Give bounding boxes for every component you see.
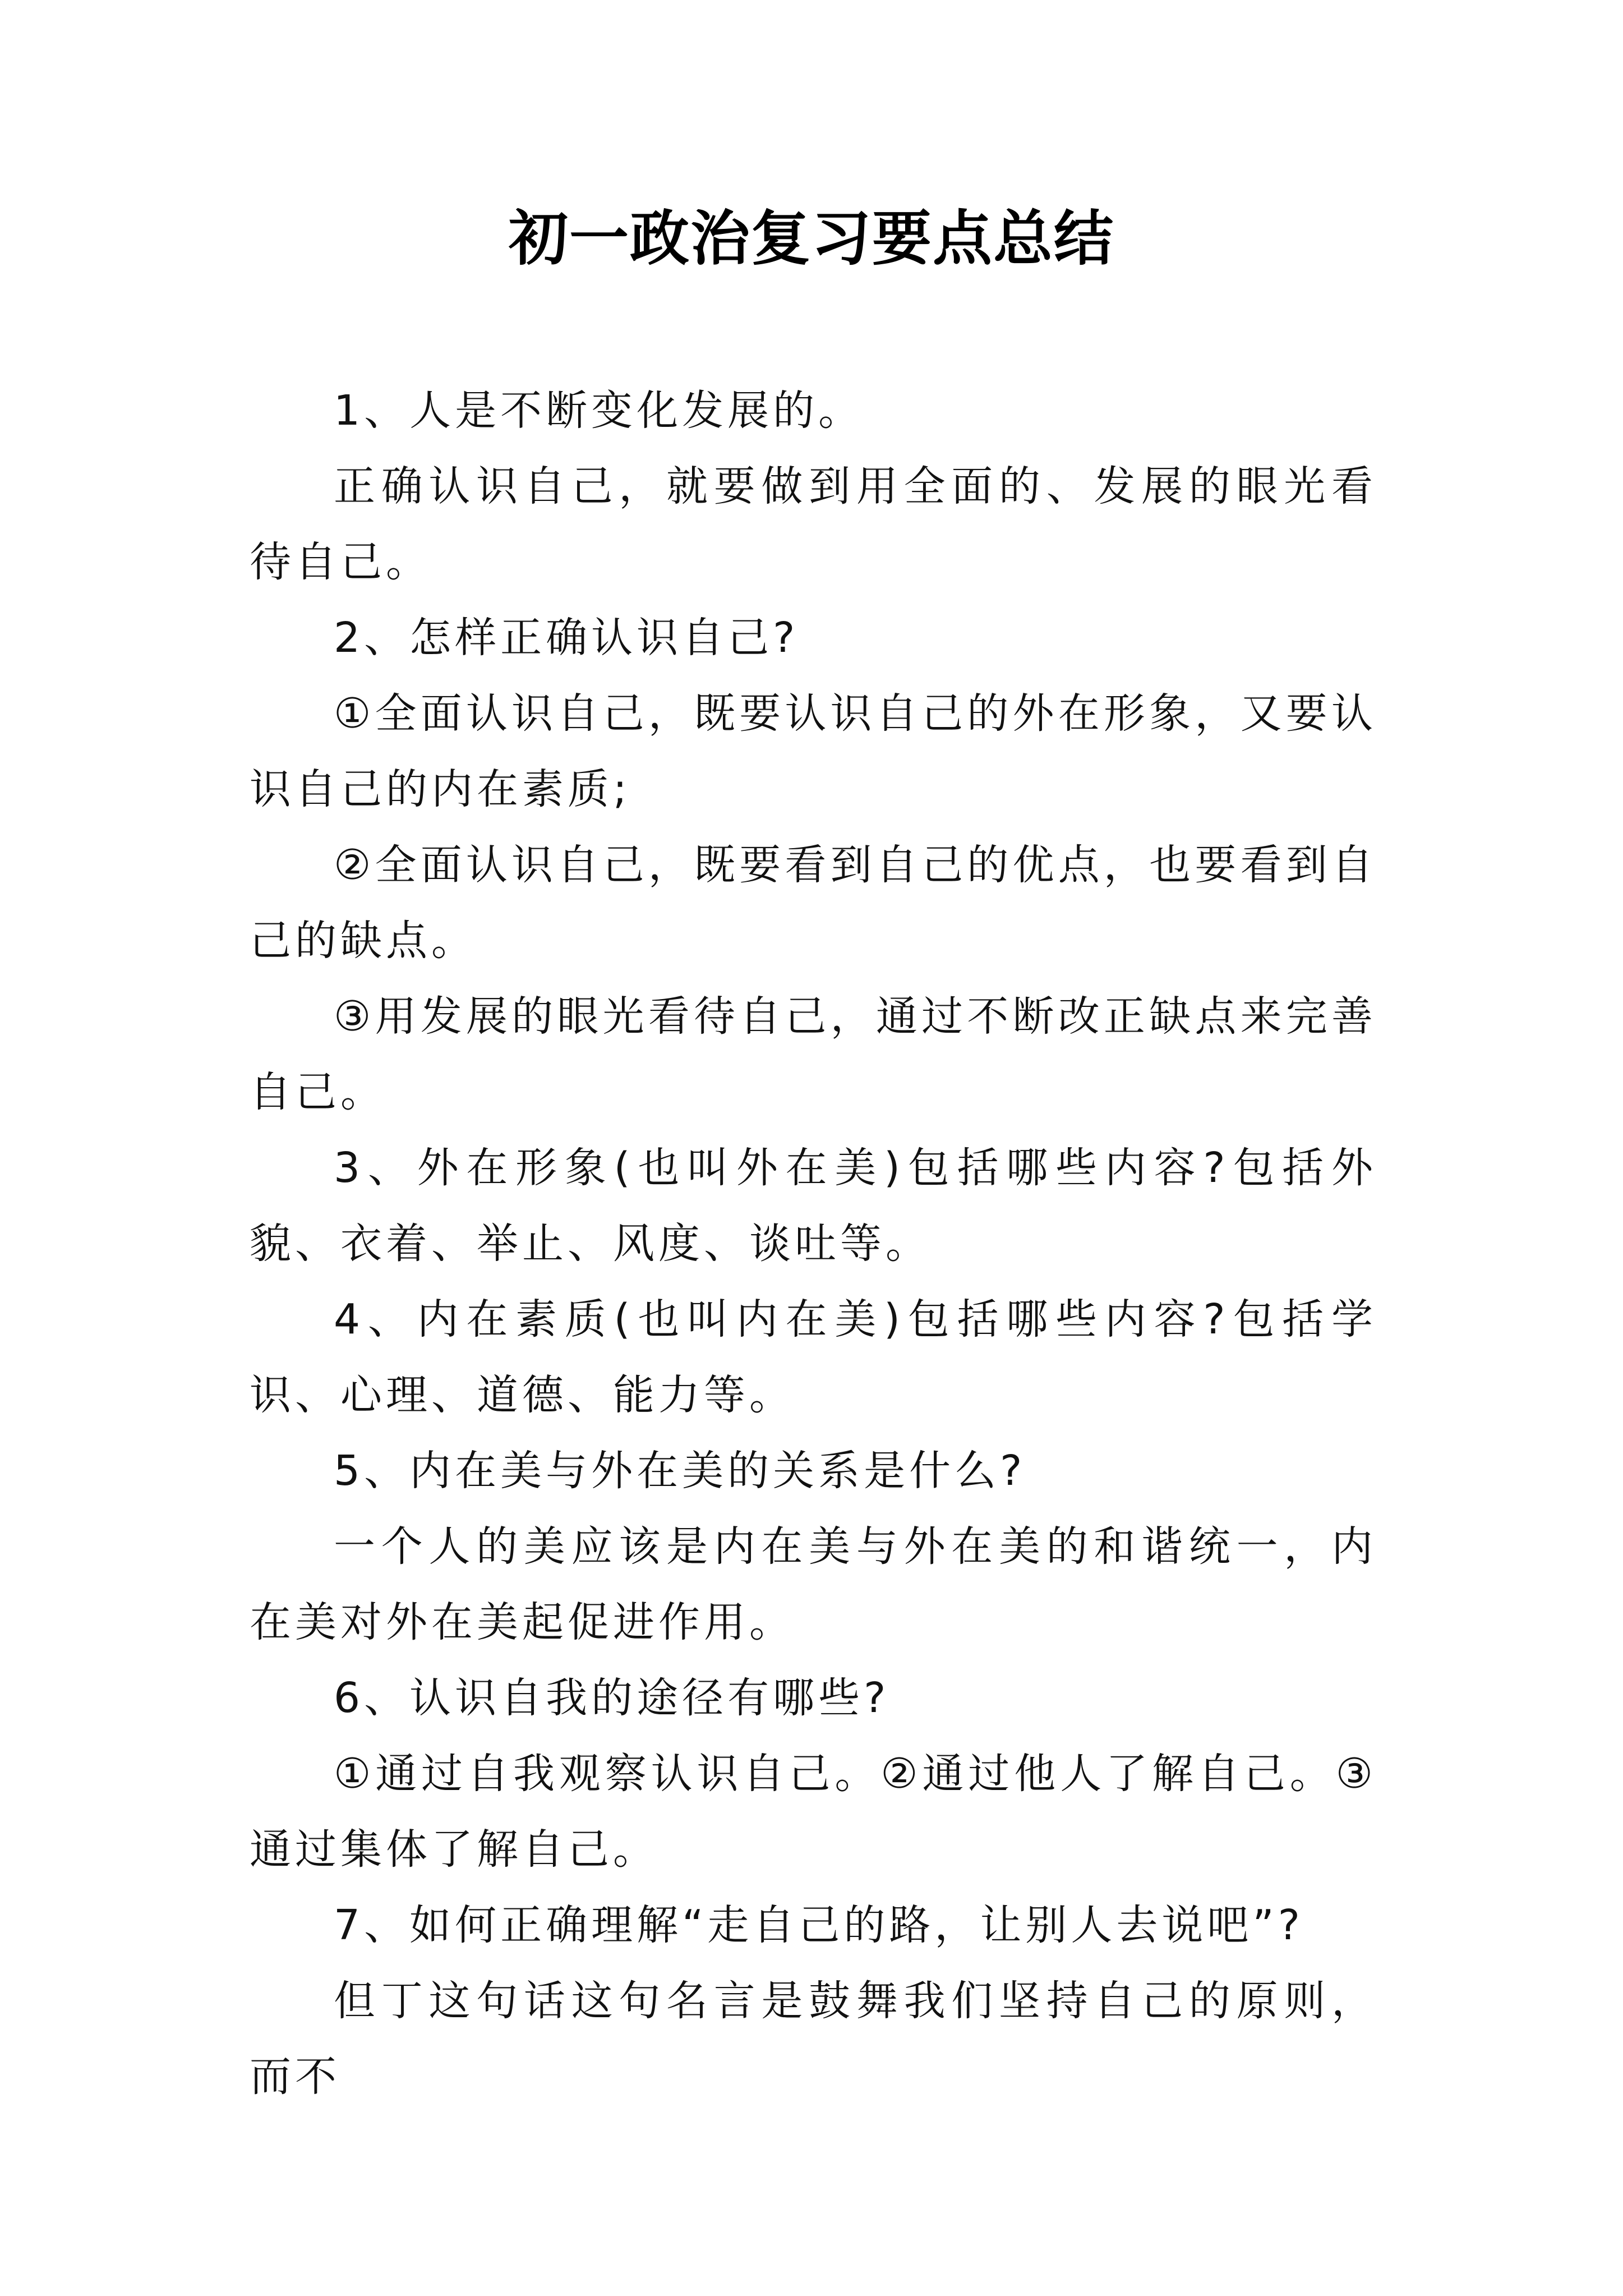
- paragraph: ①通过自我观察认识自己。②通过他人了解自己。③通过集体了解自己。: [250, 1750, 1377, 1874]
- paragraph: 1、人是不断变化发展的。: [334, 386, 864, 435]
- paragraph: 7、如何正确理解“走自己的路，让别人去说吧”?: [334, 1901, 1304, 1949]
- paragraph: 2、怎样正确认识自己?: [334, 614, 799, 662]
- paragraph: ③用发展的眼光看待自己，通过不断改正缺点来完善自己。: [250, 992, 1377, 1116]
- paragraph: 6、认识自我的途径有哪些?: [334, 1674, 890, 1722]
- paragraph: 一个人的美应该是内在美与外在美的和谐统一，内在美对外在美起促进作用。: [250, 1522, 1377, 1646]
- paragraph: ①全面认识自己，既要认识自己的外在形象，又要认识自己的内在素质;: [250, 689, 1377, 813]
- paragraph: 5、内在美与外在美的关系是什么?: [334, 1447, 1026, 1495]
- document-body: [250, 373, 1377, 2115]
- document-title: 初一政治复习要点总结: [509, 203, 1114, 273]
- paragraph: 正确认识自己，就要做到用全面的、发展的眼光看待自己。: [250, 462, 1377, 586]
- paragraph: 但丁这句话这句名言是鼓舞我们坚持自己的原则，而不: [250, 1977, 1377, 2101]
- paragraph: ②全面认识自己，既要看到自己的优点，也要看到自己的缺点。: [250, 841, 1377, 965]
- paragraph: 3、外在形象(也叫外在美)包括哪些内容?包括外貌、衣着、举止、风度、谈吐等。: [250, 1144, 1377, 1268]
- paragraph: 4、内在素质(也叫内在美)包括哪些内容?包括学识、心理、道德、能力等。: [250, 1295, 1377, 1419]
